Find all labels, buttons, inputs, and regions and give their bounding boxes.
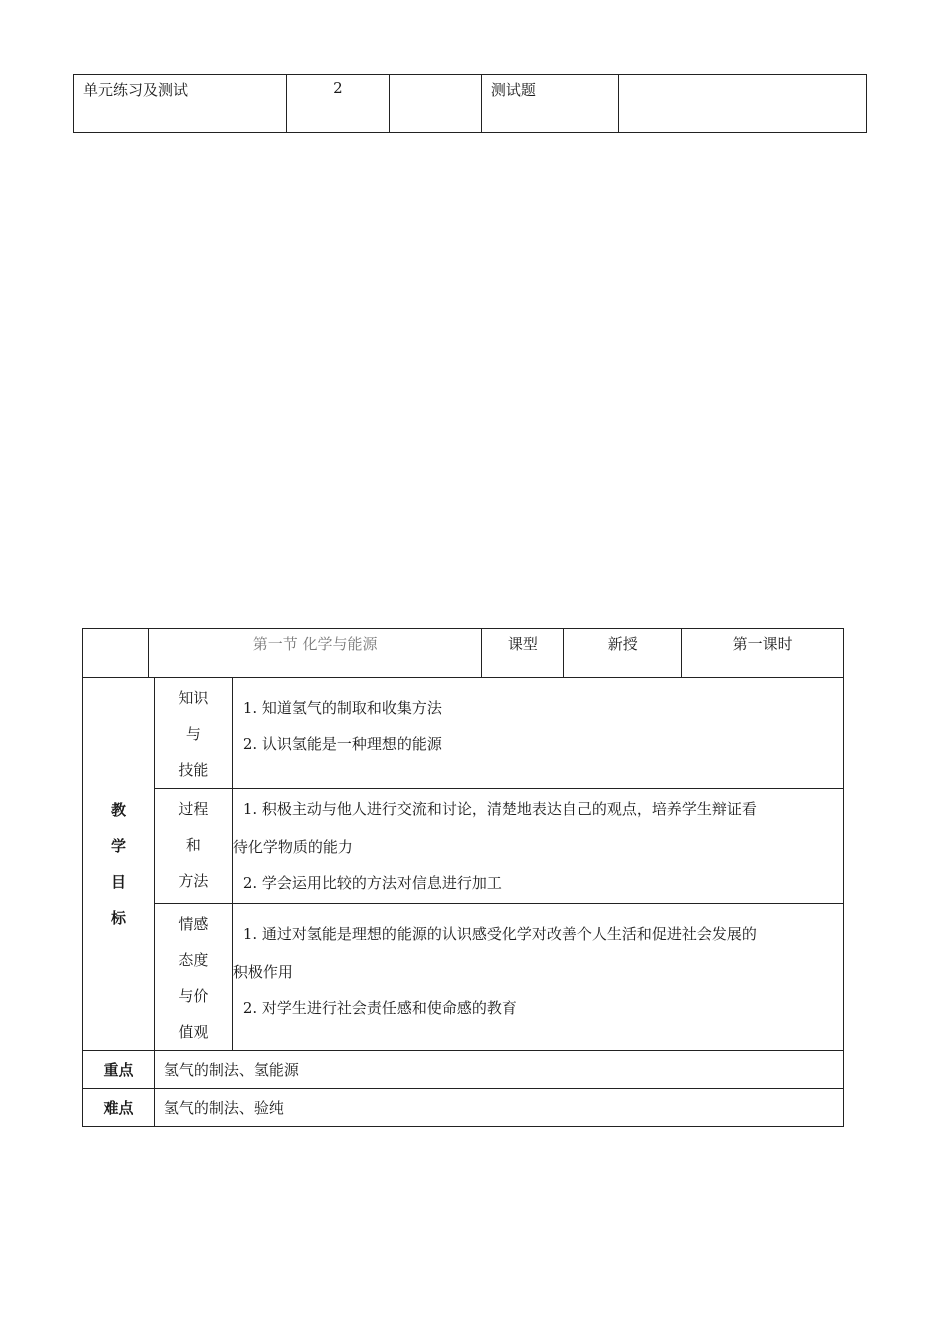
- type-cell: 测试题: [481, 75, 619, 133]
- goal-content-knowledge: 1. 知道氢气的制取和收集方法 2. 认识氢能是一种理想的能源: [232, 678, 843, 789]
- goal-row-attitude: [83, 904, 844, 1051]
- lesson-type-label: 课型: [482, 629, 564, 678]
- lesson-title: 第一节 化学与能源: [148, 629, 482, 678]
- empty-cell: [389, 75, 481, 133]
- key-point-label: 重点: [83, 1051, 155, 1089]
- goal-category-knowledge: 知识 与 技能: [154, 678, 232, 789]
- lesson-type-value: 新授: [564, 629, 682, 678]
- lesson-header-row: [83, 629, 844, 678]
- lesson-plan-table: [82, 628, 844, 1127]
- note-cell: [619, 75, 867, 133]
- lesson-period: 第一课时: [682, 629, 844, 678]
- goal-category-process: 过程 和 方法: [154, 789, 232, 904]
- unit-schedule-table: [73, 74, 867, 133]
- goal-content-process: 1. 积极主动与他人进行交流和讨论，清楚地表达自己的观点，培养学生辩证看 待化学物质的能力 2. 学会运用比较的方法对信息进行加工: [232, 789, 843, 904]
- goal-content-attitude: 1. 通过对氢能是理想的能源的认识感受化学对改善个人生活和促进社会发展的 积极作用 2. 对学生进行社会责任感和使命感的教育: [232, 904, 843, 1051]
- goal-category-attitude: 情感 态度 与价 值观: [154, 904, 232, 1051]
- goal-row-knowledge: [83, 678, 844, 789]
- header-empty-cell: [83, 629, 149, 678]
- teaching-goals-label: 教 学 目 标: [83, 678, 155, 1051]
- difficulty-row: [83, 1089, 844, 1127]
- difficulty-content: 氢气的制法、验纯: [154, 1089, 843, 1127]
- difficulty-label: 难点: [83, 1089, 155, 1127]
- key-point-row: [83, 1051, 844, 1089]
- unit-name-cell: 单元练习及测试: [74, 75, 287, 133]
- hours-cell: 2: [286, 75, 389, 133]
- key-point-content: 氢气的制法、氢能源: [154, 1051, 843, 1089]
- goal-row-process: [83, 789, 844, 904]
- table-row: [74, 75, 867, 133]
